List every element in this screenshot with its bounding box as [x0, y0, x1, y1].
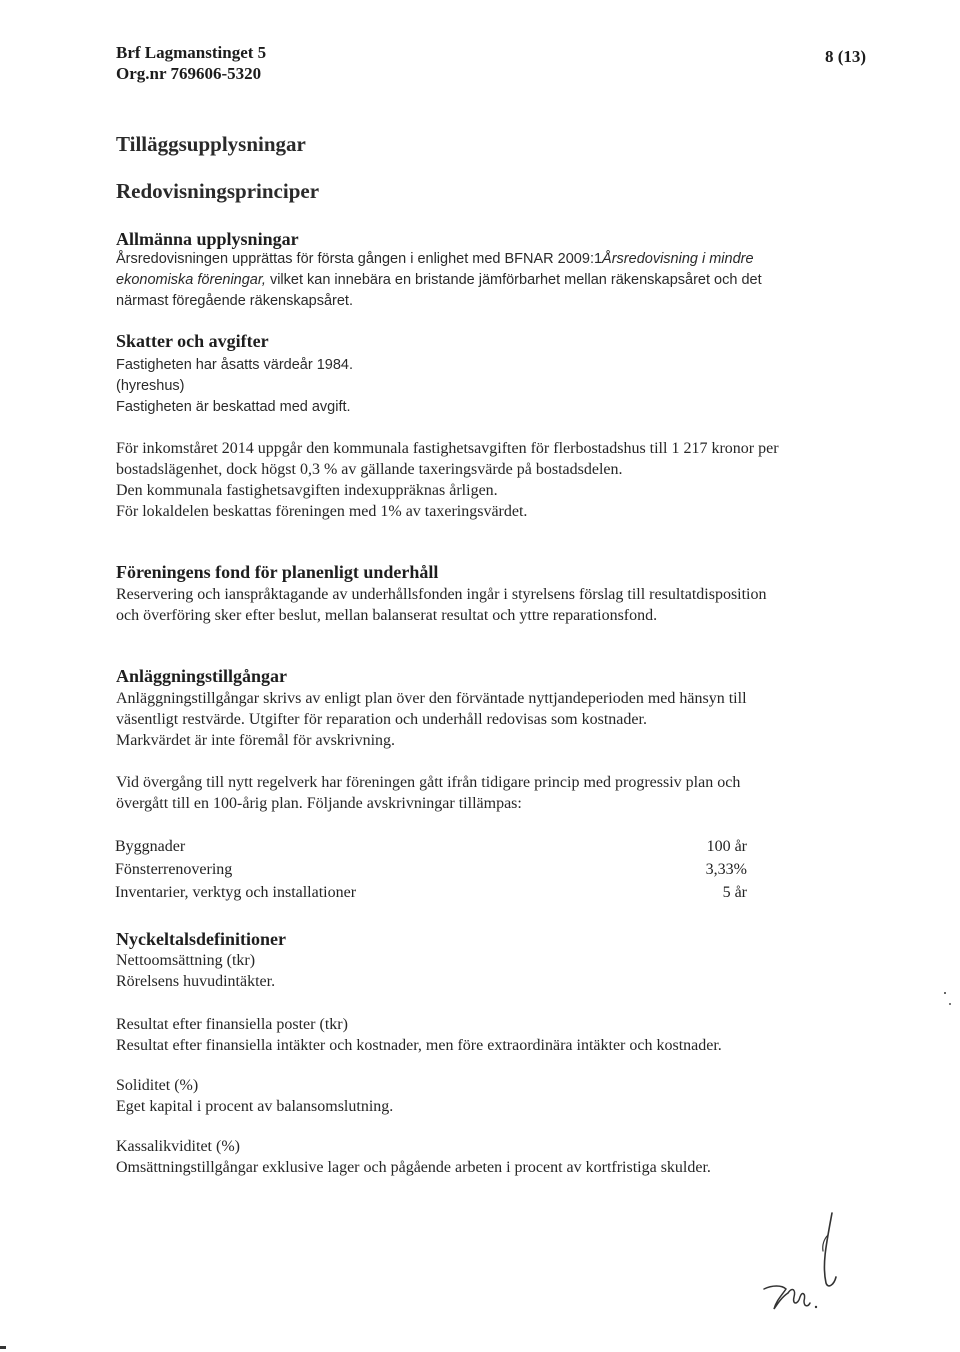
skatter-heading: Skatter och avgifter — [116, 331, 269, 351]
nyckeltal-item — [116, 1136, 711, 1178]
anlaggning-line: Vid övergång till nytt regelverk har föreningen gått ifrån tidigare princip med progressiv plan och — [116, 774, 741, 791]
fond-line: Reservering och ianspråktagande av underhållsfonden ingår i styrelsens förslag till resultatdisposition — [116, 586, 767, 603]
allmanna-text — [116, 249, 762, 312]
allmanna-line2: vilket kan innebära en bristande jämförbarhet mellan räkenskapsåret och det — [265, 272, 762, 288]
skatter-facts — [116, 355, 353, 418]
skatter-line1: Fastigheten har åsatts värdeår 1984. — [116, 357, 353, 373]
nyckeltal-item — [116, 1075, 393, 1117]
fond-text — [116, 584, 767, 626]
scan-speck — [949, 1003, 951, 1005]
nyckeltal-item — [116, 1014, 722, 1056]
nyckeltal-heading: Nyckeltalsdefinitioner — [116, 929, 286, 949]
skatter-line2: (hyreshus) — [116, 378, 185, 394]
allmanna-line1-italic: Årsredovisning i mindre — [602, 251, 754, 267]
depreciation-value: 5 år — [722, 884, 747, 901]
skatter-para-line: För lokaldelen beskattas föreningen med 1% av taxeringsvärdet. — [116, 503, 528, 520]
nyckeltal-item — [116, 950, 275, 992]
depreciation-value: 100 år — [706, 838, 747, 855]
skatter-line3: Fastigheten är beskattad med avgift. — [116, 399, 351, 415]
allmanna-line3: närmast föregående räkenskapsåret. — [116, 293, 353, 309]
anlaggning-line: Markvärdet är inte föremål för avskrivning. — [116, 732, 396, 749]
nyckeltal-definition: Resultat efter finansiella intäkter och kostnader, men före extraordinära intäkter och kostnader. — [116, 1037, 722, 1054]
allmanna-line1: Årsredovisningen upprättas för första gången i enlighet med BFNAR 2009:1 — [116, 251, 603, 267]
section-title: Redovisningsprinciper — [116, 179, 320, 203]
depreciation-label: Byggnader — [115, 838, 186, 855]
page-number: 8 (13) — [825, 47, 867, 66]
org-number: Org.nr 769606-5320 — [116, 64, 262, 83]
anlaggning-line: väsentligt restvärde. Utgifter för reparation och underhåll redovisas som kostnader. — [116, 711, 647, 728]
skatter-para-line: För inkomståret 2014 uppgår den kommunala fastighetsavgiften för flerbostadshus till 1 217 kronor per — [116, 440, 779, 457]
nyckeltal-definition: Eget kapital i procent av balansomslutning. — [116, 1098, 394, 1115]
anlaggning-line: Anläggningstillgångar skrivs av enligt plan över den förväntade nyttjandeperioden med hänsyn till — [116, 690, 747, 707]
nyckeltal-term: Soliditet (%) — [116, 1077, 199, 1094]
nyckeltal-term: Kassalikviditet (%) — [116, 1138, 240, 1155]
skatter-paragraph — [116, 438, 779, 522]
depreciation-value: 3,33% — [705, 861, 747, 878]
anlaggning-heading: Anläggningstillgångar — [116, 666, 288, 686]
skatter-para-line: Den kommunala fastighetsavgiften indexuppräknas årligen. — [116, 482, 498, 499]
depreciation-label: Inventarier, verktyg och installationer — [115, 884, 357, 901]
skatter-para-line: bostadslägenhet, dock högst 0,3 % av gällande taxeringsvärde på bostadsdelen. — [116, 461, 623, 478]
allmanna-heading: Allmänna upplysningar — [116, 229, 299, 249]
scan-speck — [944, 992, 946, 994]
allmanna-line2-italic: ekonomiska föreningar, — [116, 272, 266, 288]
nyckeltal-definition: Omsättningstillgångar exklusive lager och pågående arbeten i procent av kortfristiga skulder. — [116, 1159, 711, 1176]
depreciation-row — [115, 861, 747, 879]
depreciation-row — [115, 884, 747, 902]
anlaggning-line: övergått till en 100-årig plan. Följande avskrivningar tillämpas: — [116, 795, 522, 812]
handwritten-initials — [752, 1205, 862, 1335]
anlaggning-text — [116, 688, 747, 751]
org-name: Brf Lagmanstinget 5 — [116, 43, 267, 62]
nyckeltal-definition: Rörelsens huvudintäkter. — [116, 973, 276, 990]
nyckeltal-term: Nettoomsättning (tkr) — [116, 952, 256, 969]
depreciation-label: Fönsterrenovering — [115, 861, 233, 878]
page-title: Tilläggsupplysningar — [116, 132, 306, 156]
anlaggning-text-2 — [116, 772, 740, 814]
depreciation-row — [115, 838, 747, 856]
fond-line: och överföring sker efter beslut, mellan balanserat resultat och yttre reparationsfond. — [116, 607, 658, 624]
fond-heading: Föreningens fond för planenligt underhåll — [116, 562, 439, 582]
nyckeltal-term: Resultat efter finansiella poster (tkr) — [116, 1016, 348, 1033]
scan-mark — [0, 1346, 6, 1349]
